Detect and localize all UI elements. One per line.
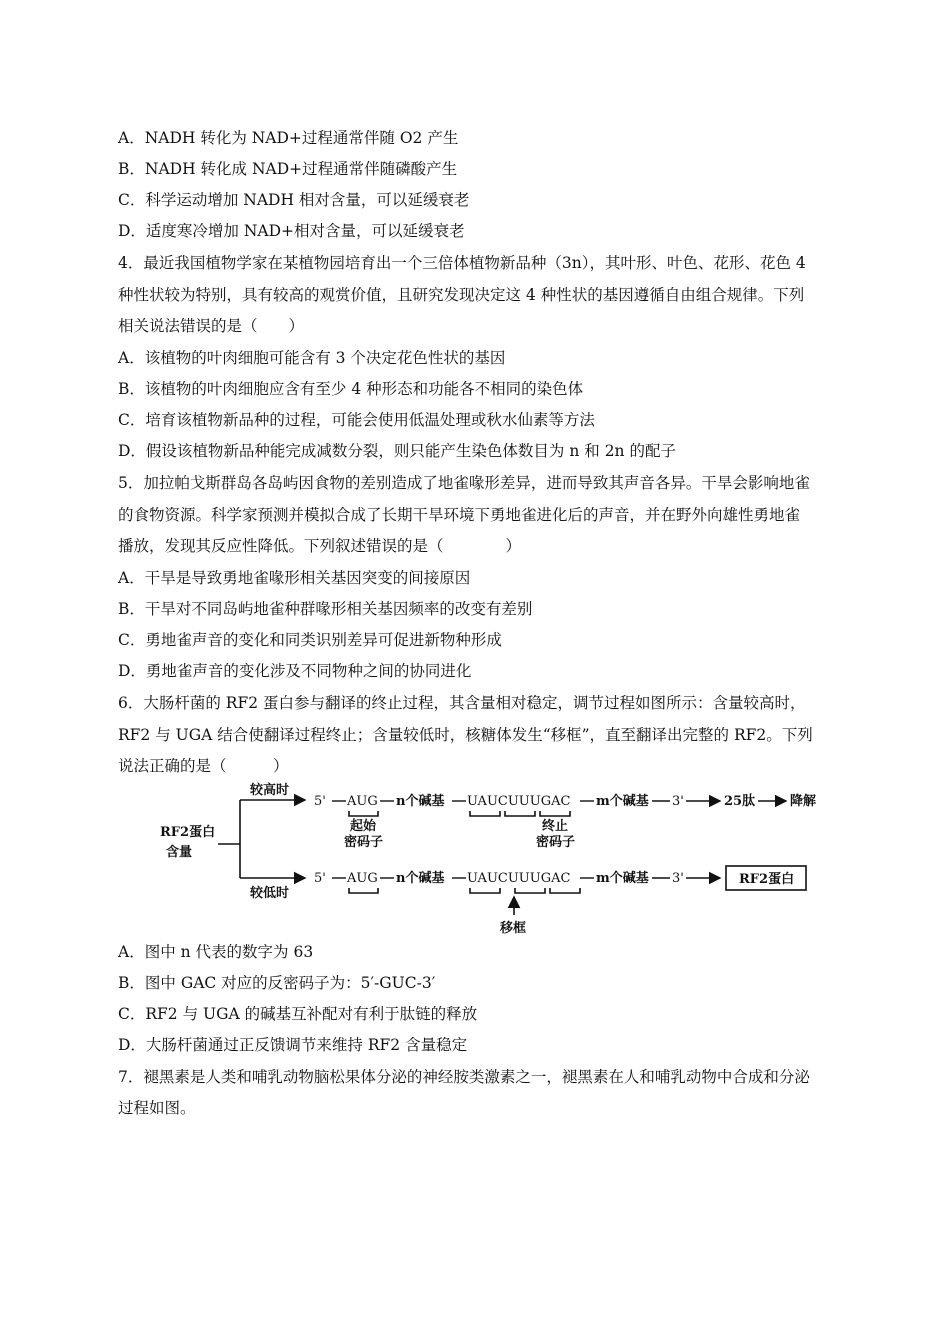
q4-stem-line: 种性状较为特别，具有较高的观赏价值，且研究发现决定这 4 种性状的基因遵循自由组合规律。下列 bbox=[118, 286, 805, 304]
codon-bracket bbox=[470, 811, 500, 816]
codon-sequence: UAUCUUUGAC bbox=[467, 871, 571, 886]
codon-bracket bbox=[505, 811, 535, 816]
n-bases-label: n个碱基 bbox=[396, 794, 445, 809]
q7-stem-line: 过程如图。 bbox=[118, 1099, 196, 1117]
m-bases-label: m个碱基 bbox=[596, 871, 649, 886]
stop-codon-bracket bbox=[540, 811, 570, 816]
q3-option-b: B．NADH 转化成 NAD+过程通常伴随磷酸产生 bbox=[118, 160, 458, 178]
peptide-label: 25肽 bbox=[724, 794, 756, 809]
q4-stem-line: 相关说法错误的是（ ） bbox=[118, 317, 305, 335]
q5-option-d: D．勇地雀声音的变化涉及不同物种之间的协同进化 bbox=[118, 662, 472, 680]
q6-stem-line: RF2 与 UGA 结合使翻译过程终止；含量较低时，核糖体发生“移框”，直至翻译出完整的 RF2。下列 bbox=[118, 726, 813, 744]
q6-option-a: A．图中 n 代表的数字为 63 bbox=[118, 943, 314, 961]
q5-option-b: B．干旱对不同岛屿地雀种群喙形相关基因频率的改变有差别 bbox=[118, 600, 533, 618]
q5-option-a: A．干旱是导致勇地雀喙形相关基因突变的间接原因 bbox=[118, 569, 471, 587]
q3-option-a: A．NADH 转化为 NAD+过程通常伴随 O2 产生 bbox=[118, 129, 459, 147]
three-prime-end: 3' bbox=[672, 871, 684, 886]
degrade-label: 降解 bbox=[790, 794, 817, 809]
five-prime-end: 5' bbox=[314, 794, 326, 809]
start-codon: AUG bbox=[347, 794, 378, 809]
start-codon-label: 密码子 bbox=[344, 835, 384, 850]
q5-option-c: C．勇地雀声音的变化和同类识别差异可促进新物种形成 bbox=[118, 631, 502, 649]
codon-bracket bbox=[550, 888, 580, 893]
start-codon-label: 起始 bbox=[350, 819, 377, 834]
q4-stem-line: 4．最近我国植物学家在某植物园培育出一个三倍体植物新品种（3n），其叶形、叶色、花形、花色 4 bbox=[118, 254, 806, 272]
rf2-regulation-diagram bbox=[150, 780, 830, 940]
q7-stem-line: 7．褪黑素是人类和哺乳动物脑松果体分泌的神经胺类激素之一，褪黑素在人和哺乳动物中合成和分泌 bbox=[118, 1068, 810, 1086]
rf2-content-label: 含量 bbox=[166, 845, 193, 860]
q5-stem-line: 播放，发现其反应性降低。下列叙述错误的是（ ） bbox=[118, 537, 522, 555]
n-bases-label: n个碱基 bbox=[396, 871, 445, 886]
q5-stem-line: 5．加拉帕戈斯群岛各岛屿因食物的差别造成了地雀喙形差异，进而导致其声音各异。干旱会影响地雀 bbox=[118, 474, 810, 492]
five-prime-end: 5' bbox=[314, 871, 326, 886]
q6-stem-line: 说法正确的是（ ） bbox=[118, 757, 289, 775]
q4-option-a: A．该植物的叶肉细胞可能含有 3 个决定花色性状的基因 bbox=[118, 349, 506, 367]
q4-option-d: D．假设该植物新品种能完成减数分裂，则只能产生染色体数目为 n 和 2n 的配子 bbox=[118, 442, 676, 460]
stop-codon-label: 密码子 bbox=[536, 835, 576, 850]
high-content-label: 较高时 bbox=[250, 783, 290, 798]
q3-option-c: C．科学运动增加 NADH 相对含量，可以延缓衰老 bbox=[118, 191, 470, 209]
rf2-content-label: RF2蛋白 bbox=[160, 825, 216, 840]
low-content-label: 较低时 bbox=[250, 886, 290, 901]
stop-codon-label: 终止 bbox=[542, 819, 569, 834]
q6-stem-line: 6．大肠杆菌的 RF2 蛋白参与翻译的终止过程，其含量相对稳定，调节过程如图所示：含量较高时， bbox=[118, 694, 806, 712]
frameshift-label: 移框 bbox=[500, 921, 527, 936]
start-codon: AUG bbox=[347, 871, 378, 886]
q6-option-c: C．RF2 与 UGA 的碱基互补配对有利于肽链的释放 bbox=[118, 1005, 478, 1023]
q4-option-c: C．培育该植物新品种的过程，可能会使用低温处理或秋水仙素等方法 bbox=[118, 411, 595, 429]
start-codon-bracket bbox=[349, 811, 378, 816]
q5-stem-line: 的食物资源。科学家预测并模拟合成了长期干旱环境下勇地雀进化后的声音，并在野外向雄性勇地雀 bbox=[118, 506, 801, 524]
codon-bracket bbox=[515, 888, 545, 893]
q6-option-d: D．大肠杆菌通过正反馈调节来维持 RF2 含量稳定 bbox=[118, 1036, 468, 1054]
three-prime-end: 3' bbox=[672, 794, 684, 809]
q3-option-d: D．适度寒冷增加 NAD+相对含量，可以延缓衰老 bbox=[118, 222, 465, 240]
m-bases-label: m个碱基 bbox=[596, 794, 649, 809]
q6-option-b: B．图中 GAC 对应的反密码子为：5′-GUC-3′ bbox=[118, 974, 436, 992]
codon-sequence: UAUCUUUGAC bbox=[467, 794, 571, 809]
start-codon-bracket bbox=[349, 888, 378, 893]
codon-bracket bbox=[470, 888, 500, 893]
rf2-protein-label: RF2蛋白 bbox=[739, 872, 795, 887]
q4-option-b: B．该植物的叶肉细胞应含有至少 4 种形态和功能各不相同的染色体 bbox=[118, 380, 584, 398]
